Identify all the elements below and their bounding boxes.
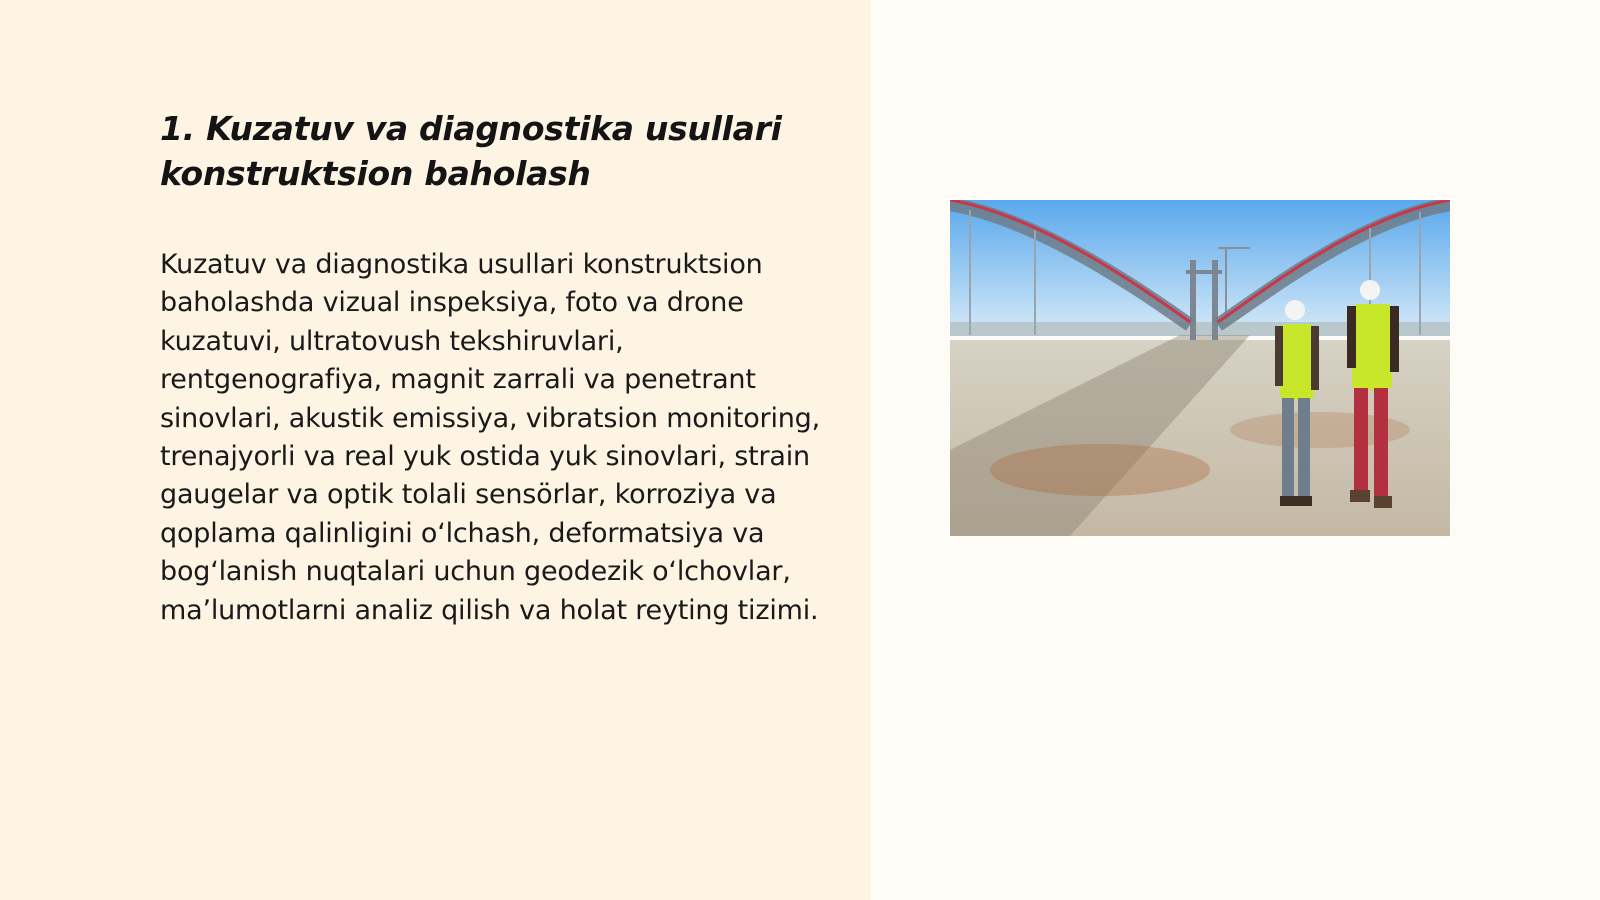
- bridge-inspection-photo: [950, 200, 1450, 536]
- slide-body-text: Kuzatuv va diagnostika usullari konstruktsion baholashda vizual inspeksiya, foto va drone kuzatuvi, ultratovush tekshiruvlari, rentgenografiya, magnit zarrali va penetrant sinovlari, akustik emissiya, vibratsion monitoring, trenajyorli va real yuk ostida yuk sinovlari, strain gaugelar va optik tolali sensörlar, korroziya va qoplama qalinligini oʻlchash, deformatsiya va bogʻlanish nuqtalari uchun geodezik oʻlchovlar, maʼlumotlarni analiz qilish va holat reyting tizimi.: [160, 249, 820, 626]
- rust-stain: [990, 444, 1210, 496]
- slide-title: 1. Kuzatuv va diagnostika usullari konstruktsion baholash: [160, 109, 782, 193]
